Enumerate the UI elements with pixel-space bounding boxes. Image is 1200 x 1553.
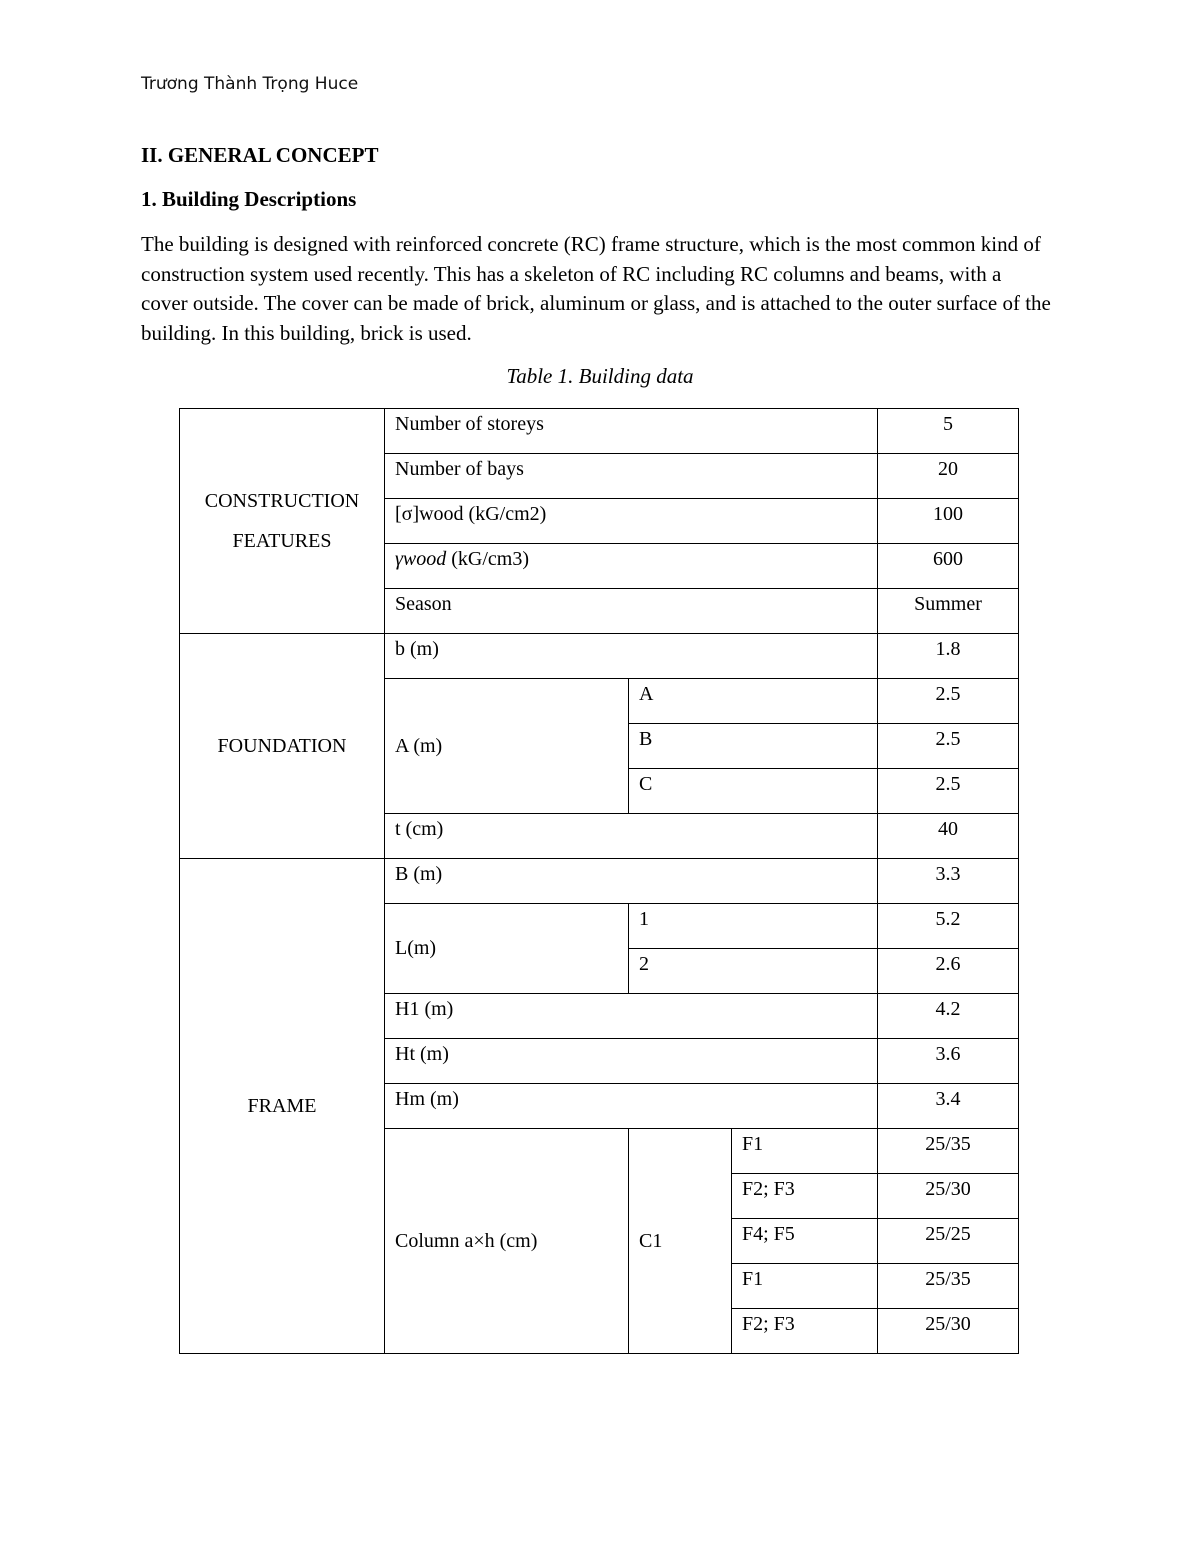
row-value: 2.5 bbox=[878, 769, 1019, 814]
row-value: 3.4 bbox=[878, 1084, 1019, 1129]
row-value: 3.3 bbox=[878, 859, 1019, 904]
group-foundation: FOUNDATION bbox=[180, 634, 385, 859]
building-data-table bbox=[179, 408, 1019, 1354]
row-value: 3.6 bbox=[878, 1039, 1019, 1084]
floor-label: F4; F5 bbox=[732, 1219, 878, 1264]
row-label: H1 (m) bbox=[385, 994, 878, 1039]
table-caption: Table 1. Building data bbox=[506, 364, 694, 388]
row-value: 1.8 bbox=[878, 634, 1019, 679]
column-size-label: Column a×h (cm) bbox=[385, 1129, 629, 1354]
group-construction-features bbox=[180, 409, 385, 634]
sub-label: C bbox=[629, 769, 878, 814]
row-value: Summer bbox=[878, 589, 1019, 634]
body-paragraph: The building is designed with reinforced concrete (RC) frame structure, which is the most common kind of construction system used recently. This has a skeleton of RC including RC columns and beams, with a cover outside. The cover can be made of brick, aluminum or glass, and is attached to the outer surface of the building. In this building, brick is used. bbox=[141, 232, 1051, 345]
table-row bbox=[180, 859, 1019, 904]
table-row bbox=[180, 409, 1019, 454]
row-value: 100 bbox=[878, 499, 1019, 544]
row-value: 25/25 bbox=[878, 1219, 1019, 1264]
row-label: Hm (m) bbox=[385, 1084, 878, 1129]
group-label-line1: CONSTRUCTION bbox=[204, 490, 360, 512]
table-row bbox=[180, 634, 1019, 679]
page-header-author: Trương Thành Trọng Huce bbox=[141, 74, 359, 94]
row-label-unit: (kG/cm3) bbox=[446, 548, 529, 570]
row-value: 600 bbox=[878, 544, 1019, 589]
row-label: Number of bays bbox=[385, 454, 878, 499]
floor-label: F1 bbox=[732, 1129, 878, 1174]
floor-label: F1 bbox=[732, 1264, 878, 1309]
row-value: 4.2 bbox=[878, 994, 1019, 1039]
row-label: B (m) bbox=[385, 859, 878, 904]
group-label-line2: FEATURES bbox=[232, 530, 332, 552]
row-value: 2.5 bbox=[878, 679, 1019, 724]
section-title: II. GENERAL CONCEPT bbox=[141, 143, 379, 167]
row-label: Ht (m) bbox=[385, 1039, 878, 1084]
row-value: 40 bbox=[878, 814, 1019, 859]
row-label: Number of storeys bbox=[385, 409, 878, 454]
row-value: 2.6 bbox=[878, 949, 1019, 994]
floor-label: F2; F3 bbox=[732, 1309, 878, 1354]
row-label: Season bbox=[385, 589, 878, 634]
row-value: 5.2 bbox=[878, 904, 1019, 949]
sub-label: 1 bbox=[629, 904, 878, 949]
row-value: 2.5 bbox=[878, 724, 1019, 769]
row-value: 25/30 bbox=[878, 1309, 1019, 1354]
row-label: L(m) bbox=[385, 904, 629, 994]
row-label bbox=[385, 544, 878, 589]
row-label: A (m) bbox=[385, 679, 629, 814]
gamma-wood-symbol: γwood bbox=[395, 548, 447, 570]
subsection-title: 1. Building Descriptions bbox=[141, 187, 357, 211]
column-group-label: C1 bbox=[629, 1129, 732, 1354]
row-label: b (m) bbox=[385, 634, 878, 679]
row-value: 20 bbox=[878, 454, 1019, 499]
sub-label: 2 bbox=[629, 949, 878, 994]
sub-label: B bbox=[629, 724, 878, 769]
row-value: 25/35 bbox=[878, 1264, 1019, 1309]
row-value: 25/30 bbox=[878, 1174, 1019, 1219]
row-value: 5 bbox=[878, 409, 1019, 454]
floor-label: F2; F3 bbox=[732, 1174, 878, 1219]
group-frame: FRAME bbox=[180, 859, 385, 1354]
row-label: t (cm) bbox=[385, 814, 878, 859]
row-value: 25/35 bbox=[878, 1129, 1019, 1174]
row-label: [σ]wood (kG/cm2) bbox=[385, 499, 878, 544]
sub-label: A bbox=[629, 679, 878, 724]
